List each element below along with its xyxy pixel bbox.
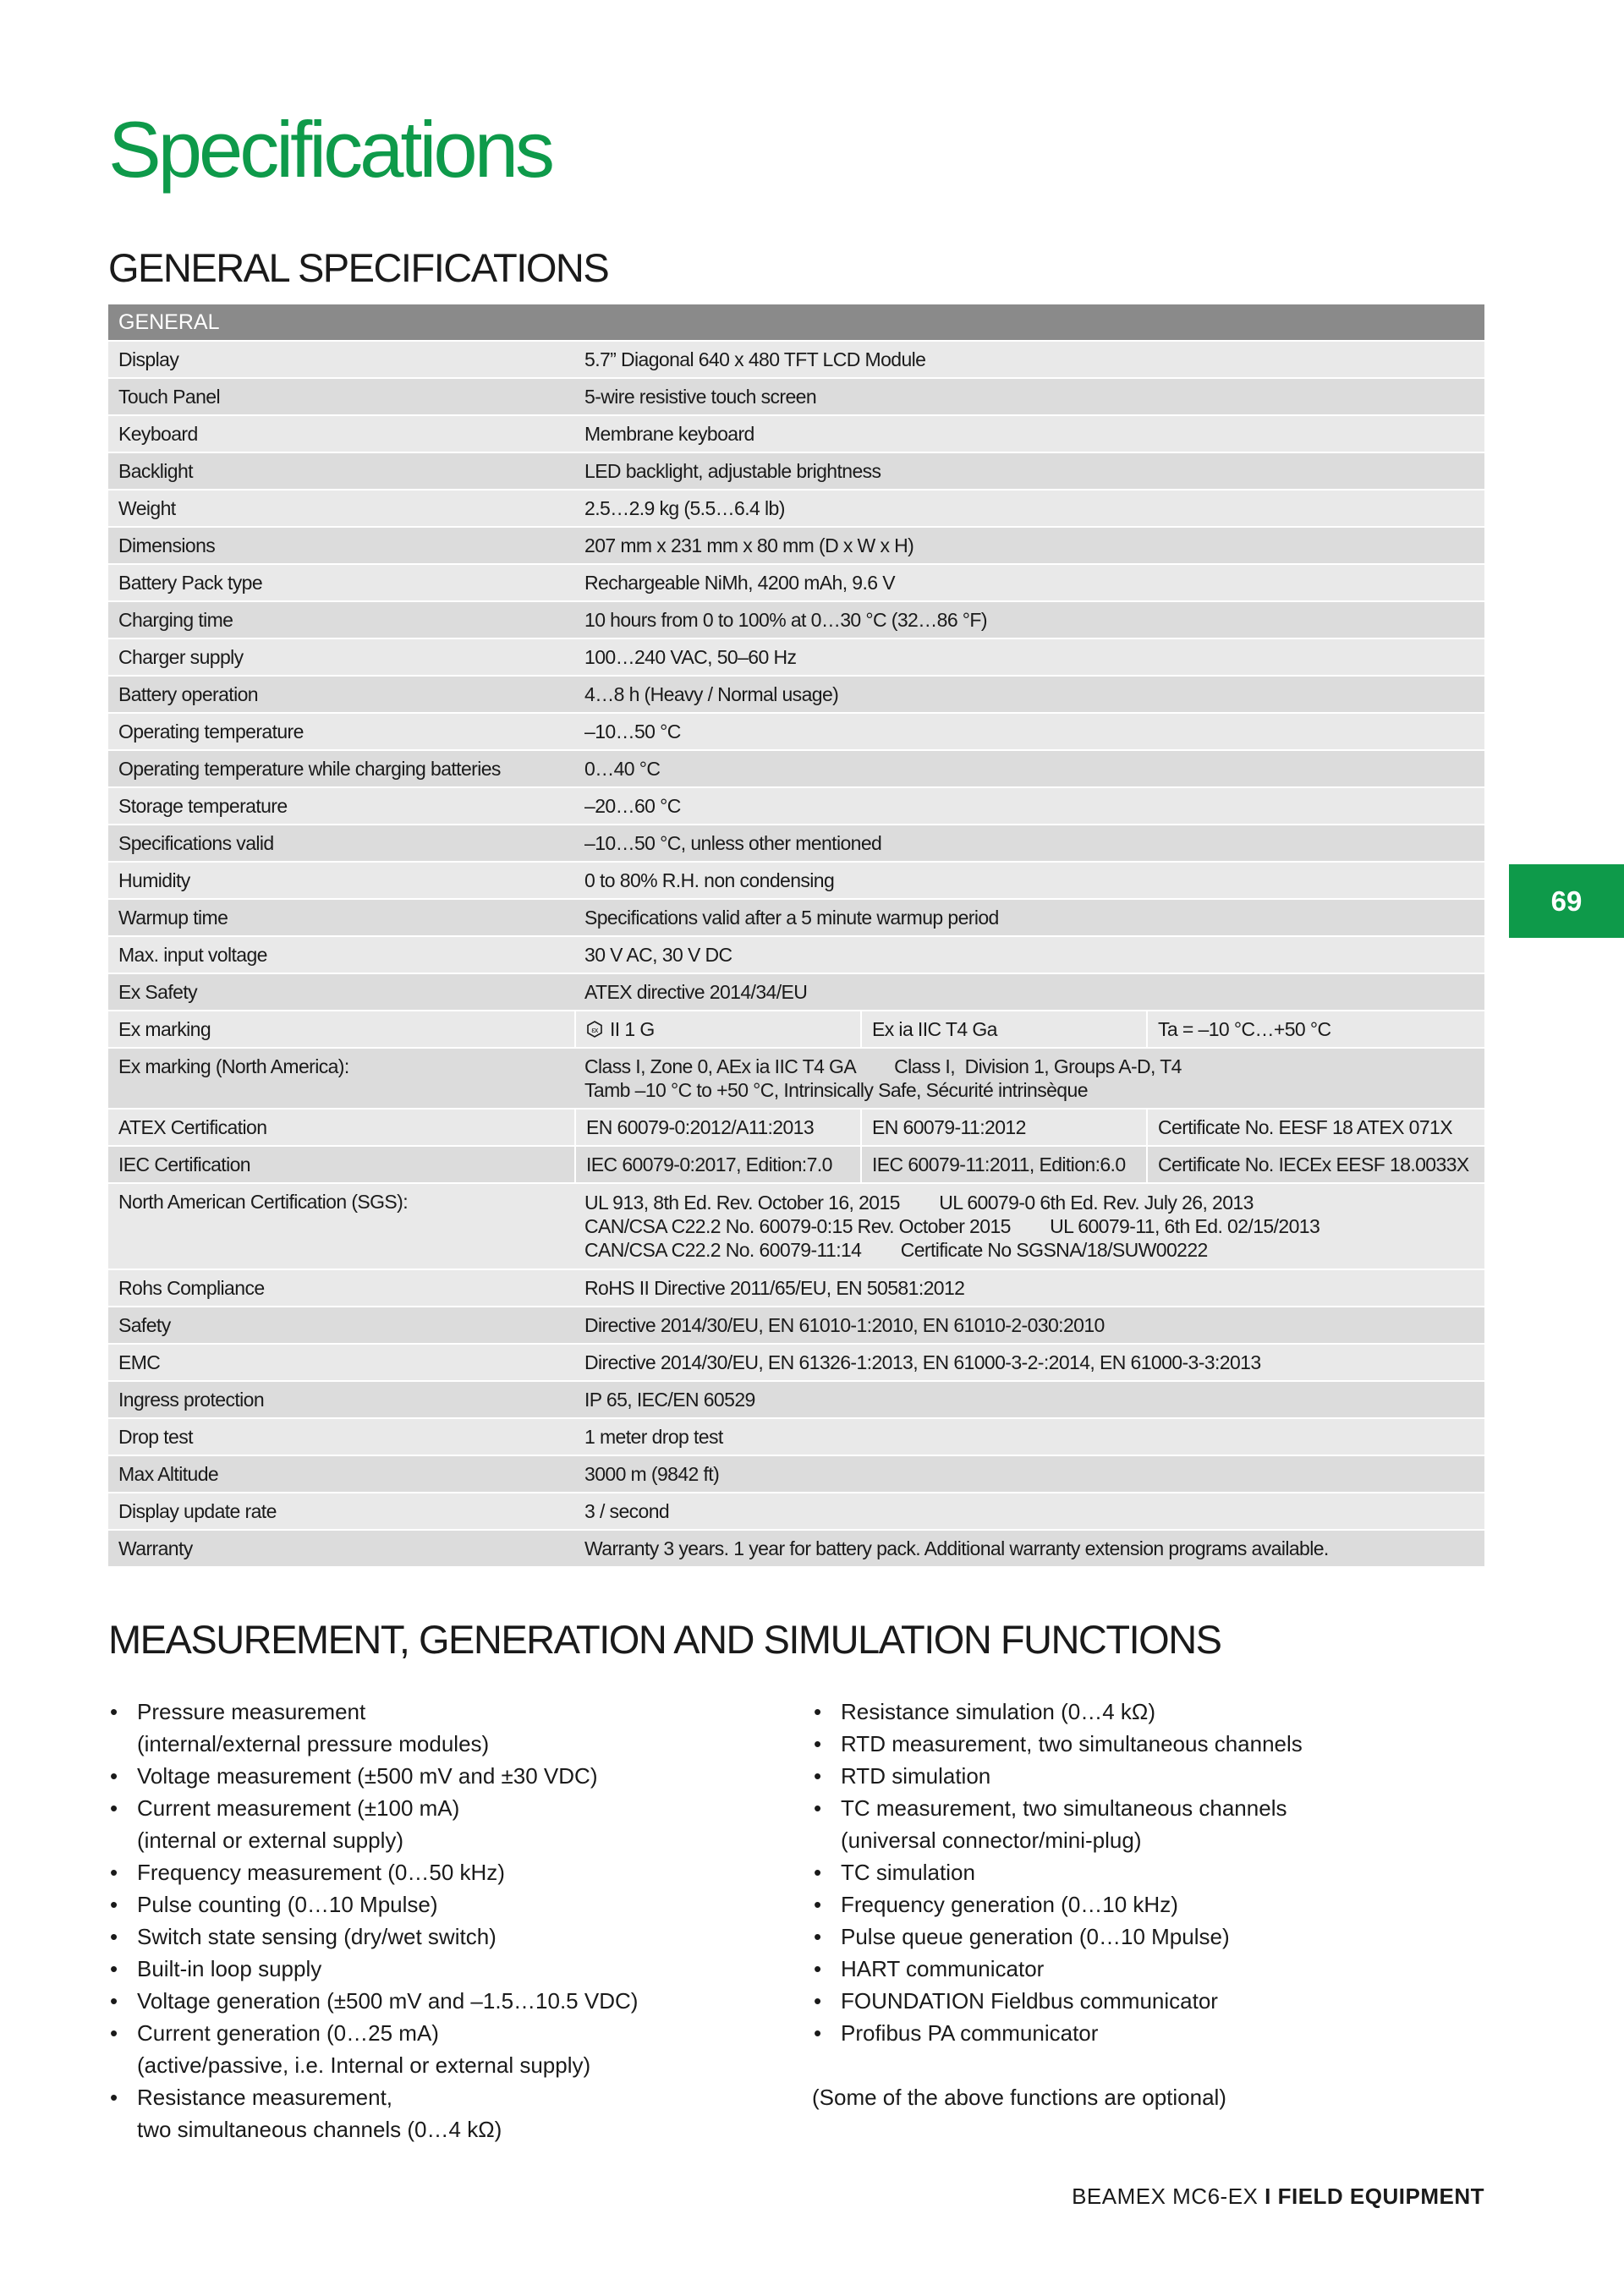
table-row xyxy=(108,937,1484,974)
row-label: Ingress protection xyxy=(118,1388,265,1411)
table-row xyxy=(108,1270,1484,1307)
row-value: Certificate No. IECEx EESF 18.0033X xyxy=(1146,1147,1484,1182)
row-value: 3 / second xyxy=(584,1499,670,1522)
table-row xyxy=(108,788,1484,825)
row-label: Safety xyxy=(118,1313,171,1336)
row-label: Charging time xyxy=(118,608,233,631)
row-label: Rohs Compliance xyxy=(118,1276,265,1299)
row-value xyxy=(574,1011,860,1047)
row-value: 3000 m (9842 ft) xyxy=(584,1462,720,1485)
table-row-ex-marking xyxy=(108,1011,1484,1049)
row-label: Keyboard xyxy=(118,422,198,445)
row-value: Certificate No. EESF 18 ATEX 071X xyxy=(1146,1110,1484,1145)
row-label: EMC xyxy=(118,1351,161,1373)
value-line: CAN/CSA C22.2 No. 60079-11:14 Certificate No SGSNA/18/SUW00222 xyxy=(584,1239,1208,1261)
table-row xyxy=(108,1531,1484,1568)
row-value: RoHS II Directive 2011/65/EU, EN 50581:2012 xyxy=(584,1276,965,1299)
row-label: Ex Safety xyxy=(118,980,198,1003)
row-label: Storage temperature xyxy=(118,794,288,817)
row-label: Warmup time xyxy=(118,906,228,929)
row-label: Display update rate xyxy=(118,1499,277,1522)
general-specifications-heading: GENERAL SPECIFICATIONS xyxy=(108,245,609,290)
table-row xyxy=(108,1419,1484,1456)
svg-text:εx: εx xyxy=(591,1026,598,1034)
row-value xyxy=(574,1049,1484,1108)
row-label: Warranty xyxy=(118,1537,193,1559)
row-label: North American Certification (SGS): xyxy=(118,1191,409,1213)
list-item xyxy=(108,1985,785,2017)
list-item-text: TC measurement, two simultaneous channels xyxy=(841,1795,1287,1821)
row-value: IEC 60079-11:2011, Edition:6.0 xyxy=(860,1147,1146,1182)
table-row-ex-marking-na xyxy=(108,1049,1484,1110)
row-value: EN 60079-11:2012 xyxy=(860,1110,1146,1145)
list-item-text: RTD measurement, two simultaneous channels xyxy=(841,1731,1303,1756)
table-row xyxy=(108,602,1484,639)
list-item-text: HART communicator xyxy=(841,1956,1045,1981)
row-value: ATEX directive 2014/34/EU xyxy=(584,980,808,1003)
row-value: Directive 2014/30/EU, EN 61010-1:2010, EN 61010-2-030:2010 xyxy=(584,1313,1105,1336)
list-item-text: Switch state sensing (dry/wet switch) xyxy=(137,1924,497,1949)
list-item xyxy=(812,1921,1472,1953)
list-item xyxy=(108,1921,785,1953)
table-row xyxy=(108,751,1484,788)
list-item xyxy=(812,1696,1472,1728)
row-label: Dimensions xyxy=(118,534,216,556)
row-value: –20…60 °C xyxy=(584,794,681,817)
list-item-text: Current measurement (±100 mA) xyxy=(137,1795,460,1821)
list-item-text: Resistance measurement, xyxy=(137,2085,393,2110)
row-value: 0…40 °C xyxy=(584,757,661,780)
functions-list-left xyxy=(108,1696,785,2145)
table-row xyxy=(108,1493,1484,1531)
row-label: Specifications valid xyxy=(118,831,274,854)
table-header: GENERAL xyxy=(108,304,1484,342)
table-row xyxy=(108,1456,1484,1493)
row-label: Operating temperature xyxy=(118,720,304,743)
row-value: –10…50 °C xyxy=(584,720,681,743)
list-item xyxy=(108,1953,785,1985)
list-item-text: Pressure measurement xyxy=(137,1699,366,1724)
value-line: Class I, Zone 0, AEx ia IIC T4 GA Class I, Division 1, Groups A-D, T4 xyxy=(584,1055,1182,1077)
row-value: 100…240 VAC, 50–60 Hz xyxy=(584,645,797,668)
table-row xyxy=(108,565,1484,602)
row-value: 5-wire resistive touch screen xyxy=(584,385,817,408)
list-item xyxy=(108,1792,785,1856)
list-item-text: Frequency measurement (0…50 kHz) xyxy=(137,1860,505,1885)
row-label: Backlight xyxy=(118,459,193,482)
row-value xyxy=(574,1184,1484,1269)
table-row xyxy=(108,490,1484,528)
table-row-iec xyxy=(108,1147,1484,1184)
table-row xyxy=(108,416,1484,453)
table-row xyxy=(108,1345,1484,1382)
row-label: Max Altitude xyxy=(118,1462,219,1485)
row-label: Battery Pack type xyxy=(118,571,263,594)
ex-hexagon-icon xyxy=(586,1021,603,1038)
list-item-subtext: two simultaneous channels (0…4 kΩ) xyxy=(137,2117,502,2142)
list-item xyxy=(812,1760,1472,1792)
row-label: Ex marking (North America): xyxy=(118,1055,349,1077)
row-value: 0 to 80% R.H. non condensing xyxy=(584,869,835,891)
footer-separator: I xyxy=(1265,2184,1271,2209)
footer-product: BEAMEX MC6-EX xyxy=(1072,2184,1259,2209)
table-row xyxy=(108,379,1484,416)
list-item xyxy=(812,1985,1472,2017)
list-item-text: Pulse counting (0…10 Mpulse) xyxy=(137,1892,438,1917)
list-item xyxy=(812,1888,1472,1921)
ex-group-text: II 1 G xyxy=(610,1017,655,1040)
row-label: Display xyxy=(118,348,179,370)
row-value: 10 hours from 0 to 100% at 0…30 °C (32…86 °F) xyxy=(584,608,987,631)
list-item xyxy=(812,2017,1472,2049)
value-line: Tamb –10 °C to +50 °C, Intrinsically Safe, Sécurité intrinsèque xyxy=(584,1079,1088,1101)
list-item xyxy=(108,2081,785,2145)
page-title: Specifications xyxy=(108,105,551,194)
table-row xyxy=(108,453,1484,490)
list-item xyxy=(812,1953,1472,1985)
row-value: LED backlight, adjustable brightness xyxy=(584,459,881,482)
list-item-text: Voltage measurement (±500 mV and ±30 VDC) xyxy=(137,1763,598,1789)
row-label: Drop test xyxy=(118,1425,193,1448)
table-row xyxy=(108,825,1484,863)
table-row xyxy=(108,639,1484,677)
row-value: 2.5…2.9 kg (5.5…6.4 lb) xyxy=(584,496,785,519)
row-value: EN 60079-0:2012/A11:2013 xyxy=(574,1110,860,1145)
list-item-text: TC simulation xyxy=(841,1860,975,1885)
optional-note: (Some of the above functions are optional) xyxy=(812,2085,1226,2110)
general-specs-table xyxy=(108,304,1484,1568)
list-item xyxy=(812,1792,1472,1856)
footer xyxy=(1072,2184,1484,2210)
spec-rows xyxy=(108,342,1484,1011)
list-item-text: Resistance simulation (0…4 kΩ) xyxy=(841,1699,1156,1724)
table-row xyxy=(108,677,1484,714)
row-label: ATEX Certification xyxy=(118,1115,267,1138)
functions-list-right xyxy=(812,1696,1472,2113)
value-line: UL 913, 8th Ed. Rev. October 16, 2015 UL 60079-0 6th Ed. Rev. July 26, 2013 xyxy=(584,1192,1254,1214)
table-row xyxy=(108,1382,1484,1419)
row-label: Ex marking xyxy=(118,1017,211,1040)
row-label: Battery operation xyxy=(118,682,258,705)
table-row xyxy=(108,863,1484,900)
row-value: 207 mm x 231 mm x 80 mm (D x W x H) xyxy=(584,534,914,556)
spec-rows xyxy=(108,1270,1484,1568)
table-row-atex xyxy=(108,1110,1484,1147)
table-row xyxy=(108,342,1484,379)
row-value: Ta = –10 °C…+50 °C xyxy=(1146,1011,1484,1047)
row-label: Weight xyxy=(118,496,176,519)
row-value: Membrane keyboard xyxy=(584,422,754,445)
list-item xyxy=(812,1856,1472,1888)
value-line: CAN/CSA C22.2 No. 60079-0:15 Rev. October 2015 UL 60079-11, 6th Ed. 02/15/2013 xyxy=(584,1215,1320,1237)
list-item-text: Frequency generation (0…10 kHz) xyxy=(841,1892,1178,1917)
table-row xyxy=(108,1307,1484,1345)
row-label: Humidity xyxy=(118,869,190,891)
list-item-subtext: (universal connector/mini-plug) xyxy=(841,1827,1142,1853)
row-value: 1 meter drop test xyxy=(584,1425,723,1448)
list-item-text: Pulse queue generation (0…10 Mpulse) xyxy=(841,1924,1230,1949)
row-label: Charger supply xyxy=(118,645,244,668)
row-value: Rechargeable NiMh, 4200 mAh, 9.6 V xyxy=(584,571,895,594)
table-row xyxy=(108,900,1484,937)
list-item-text: FOUNDATION Fieldbus communicator xyxy=(841,1988,1218,2014)
list-item-text: Built-in loop supply xyxy=(137,1956,322,1981)
list-item xyxy=(108,1696,785,1760)
page-number-tab: 69 xyxy=(1509,864,1624,938)
row-value: Ex ia IIC T4 Ga xyxy=(860,1011,1146,1047)
row-label: Max. input voltage xyxy=(118,943,267,966)
row-value: IEC 60079-0:2017, Edition:7.0 xyxy=(574,1147,860,1182)
list-item xyxy=(108,1856,785,1888)
list-item xyxy=(812,1728,1472,1760)
row-value: –10…50 °C, unless other mentioned xyxy=(584,831,882,854)
list-item-text: Profibus PA communicator xyxy=(841,2020,1099,2046)
row-value: Specifications valid after a 5 minute warmup period xyxy=(584,906,999,929)
list-item xyxy=(108,2017,785,2081)
list-item-subtext: (internal or external supply) xyxy=(137,1827,404,1853)
row-value: Directive 2014/30/EU, EN 61326-1:2013, EN 61000-3-2-:2014, EN 61000-3-3:2013 xyxy=(584,1351,1261,1373)
row-value: IP 65, IEC/EN 60529 xyxy=(584,1388,755,1411)
row-label: Operating temperature while charging batteries xyxy=(118,757,501,780)
row-value: 4…8 h (Heavy / Normal usage) xyxy=(584,682,839,705)
functions-heading: MEASUREMENT, GENERATION AND SIMULATION FUNCTIONS xyxy=(108,1617,1221,1662)
list-item xyxy=(108,1888,785,1921)
row-label: IEC Certification xyxy=(118,1153,250,1175)
list-item xyxy=(108,1760,785,1792)
list-item-subtext: (active/passive, i.e. Internal or external supply) xyxy=(137,2052,591,2078)
row-value: 30 V AC, 30 V DC xyxy=(584,943,732,966)
row-value: 5.7” Diagonal 640 x 480 TFT LCD Module xyxy=(584,348,926,370)
footer-category: FIELD EQUIPMENT xyxy=(1277,2184,1484,2209)
list-item-text: Voltage generation (±500 mV and –1.5…10.5 VDC) xyxy=(137,1988,639,2014)
table-row-na-cert xyxy=(108,1184,1484,1270)
row-value: Warranty 3 years. 1 year for battery pack. Additional warranty extension programs available. xyxy=(584,1537,1329,1559)
table-row xyxy=(108,528,1484,565)
list-item-text: Current generation (0…25 mA) xyxy=(137,2020,439,2046)
list-item-text: RTD simulation xyxy=(841,1763,991,1789)
list-item-subtext: (internal/external pressure modules) xyxy=(137,1731,490,1756)
table-row xyxy=(108,714,1484,751)
row-label: Touch Panel xyxy=(118,385,220,408)
table-row xyxy=(108,974,1484,1011)
